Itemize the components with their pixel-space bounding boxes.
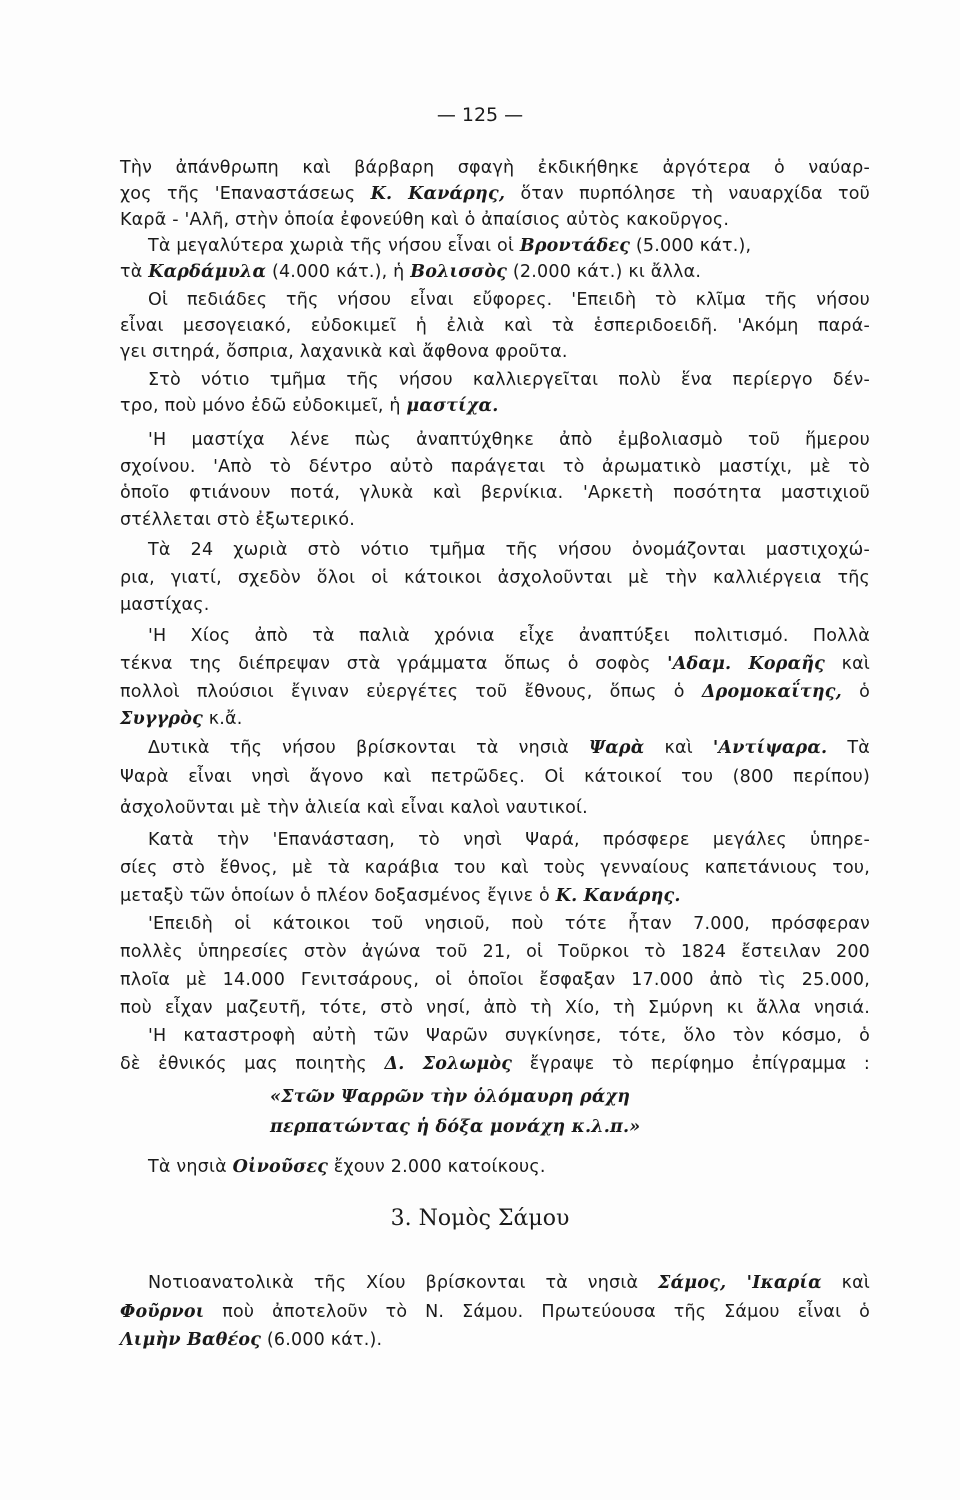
- text-segment: τὰ: [120, 262, 149, 282]
- text-segment: καὶ: [821, 1273, 870, 1293]
- emphasized-name: Συγγρὸς: [120, 709, 203, 729]
- text-segment: Στὸ νότιο τμῆμα τῆς νήσου καλλιεργεῖται πολὺ ἕνα περίεργο δέν-: [148, 370, 870, 390]
- emphasized-name: 'Αδαμ. Κοραῆς: [667, 654, 826, 674]
- text-segment: Καρᾶ - 'Αλῆ, στὴν ὁποία ἐφονεύθη καὶ ὁ ἀπαίσιος αὐτὸς κακοῦργος.: [120, 210, 730, 230]
- text-line: [120, 566, 870, 590]
- text-line: [120, 968, 870, 992]
- text-segment: Δυτικὰ τῆς νήσου βρίσκονται τὰ νησιὰ: [148, 738, 590, 758]
- text-line: [120, 1328, 870, 1352]
- text-line: [120, 796, 870, 820]
- text-segment: σίες στὸ ἔθνος, μὲ τὰ καράβια του καὶ τοὺς γενναίους καπετάνιους του,: [120, 858, 870, 878]
- emphasized-name: 'Αντίψαρα.: [712, 738, 828, 758]
- text-segment: πολλοὶ πλούσιοι ἔγιναν εὐεργέτες τοῦ ἔθνους, ὅπως ὁ: [120, 682, 702, 702]
- text-segment: σχοίνου. 'Απὸ τὸ δέντρο αὐτὸ παράγεται τὸ ἀρωματικὸ μαστίχι, μὲ τὸ: [120, 457, 870, 477]
- text-line: [148, 736, 870, 760]
- emphasized-name: Ψαρὰ: [589, 738, 645, 758]
- emphasized-name: Κ. Κανάρης,: [370, 184, 506, 204]
- text-line: [120, 340, 870, 364]
- text-segment: Τὰ μεγαλύτερα χωριὰ τῆς νήσου εἶναι οἱ: [148, 236, 520, 256]
- text-segment: πλοῖα μὲ 14.000 Γενιτσάρους, οἱ ὁποῖοι ἔσφαξαν 17.000 ἀπὸ τὶς 25.000,: [120, 970, 870, 990]
- text-line: [120, 182, 870, 206]
- text-line: [120, 707, 870, 731]
- text-segment: δὲ ἐθνικός μας ποιητὴς: [120, 1054, 385, 1074]
- text-line: [148, 234, 870, 258]
- text-segment: Οἱ πεδιάδες τῆς νήσου εἶναι εὔφορες. 'Επειδὴ τὸ κλῖμα τῆς νήσου: [148, 290, 870, 310]
- text-line: [120, 652, 870, 676]
- text-segment: χος τῆς 'Επαναστάσεως: [120, 184, 371, 204]
- text-line: [120, 481, 870, 505]
- text-segment: Τὰ: [827, 738, 871, 758]
- emphasized-name: Κ. Κανάρης.: [555, 886, 681, 906]
- text-line: [120, 765, 870, 789]
- text-segment: (6.000 κάτ.).: [261, 1330, 383, 1350]
- text-segment: ἔγραψε τὸ περίφημο ἐπίγραμμα :: [512, 1054, 870, 1074]
- text-line: [120, 593, 870, 617]
- text-segment: τρο, ποὺ μόνο ἐδῶ εὐδοκιμεῖ, ἡ: [120, 396, 407, 416]
- text-line: [148, 538, 870, 562]
- text-segment: στέλλεται στὸ ἐξωτερικό.: [120, 510, 355, 530]
- text-segment: ποὺ ἀποτελοῦν τὸ Ν. Σάμου. Πρωτεύουσα τῆς Σάμου εἶναι ὁ: [204, 1302, 870, 1322]
- text-line: [120, 455, 870, 479]
- text-line: [120, 680, 870, 704]
- text-line: [120, 394, 870, 418]
- emphasized-name: Καρδάμυλα: [148, 262, 267, 282]
- emphasized-name: «Στῶν Ψαρρῶν τὴν ὁλόμαυρη ράχη: [270, 1087, 631, 1107]
- text-line: [120, 856, 870, 880]
- text-segment: 'Επειδὴ οἱ κάτοικοι τοῦ νησιοῦ, ποὺ τότε ἦταν 7.000, πρόσφεραν: [148, 914, 870, 934]
- emphasized-name: Οἰνοῦσες: [232, 1157, 329, 1177]
- text-line: [120, 260, 870, 284]
- page-number: — 125 —: [436, 104, 524, 126]
- text-line: [148, 288, 870, 312]
- text-segment: 'Η μαστίχα λένε πὼς ἀναπτύχθηκε ἀπὸ ἐμβολιασμὸ τοῦ ἥμερου: [148, 430, 870, 450]
- text-line: [120, 1052, 870, 1076]
- text-segment: 'Η Χίος ἀπὸ τὰ παλιὰ χρόνια εἶχε ἀναπτύξει πολιτισμό. Πολλὰ: [148, 626, 870, 646]
- text-line: [148, 428, 870, 452]
- text-segment: γει σιτηρά, ὄσπρια, λαχανικὰ καὶ ἄφθονα φροῦτα.: [120, 342, 568, 362]
- text-segment: πολλὲς ὑπηρεσίες στὸν ἀγώνα τοῦ 21, οἱ Τοῦρκοι τὸ 1824 ἔστειλαν 200: [120, 942, 870, 962]
- text-segment: κ.ἄ.: [203, 709, 243, 729]
- text-line: [120, 1300, 870, 1324]
- text-line: [120, 156, 870, 180]
- text-line: [120, 996, 870, 1020]
- text-segment: ἔχουν 2.000 κατοίκους.: [328, 1157, 546, 1177]
- text-line: [148, 624, 870, 648]
- text-segment: ὁποῖο φτιάνουν ποτά, γλυκὰ καὶ βερνίκια. 'Αρκετὴ ποσότητα μαστιχιοῦ: [120, 483, 870, 503]
- text-segment: (5.000 κάτ.),: [630, 236, 752, 256]
- text-line: [120, 314, 870, 338]
- emphasized-name: Βολισσὸς: [410, 262, 508, 282]
- text-segment: ποὺ εἶχαν μαζευτῆ, τότε, στὸ νησί, ἀπὸ τὴ Χίο, τὴ Σμύρνη κι ἄλλα νησιά.: [120, 998, 870, 1018]
- text-segment: Τὰ 24 χωριὰ στὸ νότιο τμῆμα τῆς νήσου ὀνομάζονται μαστιχοχώ-: [148, 540, 870, 560]
- emphasized-name: Δ. Σολωμὸς: [384, 1054, 513, 1074]
- text-segment: 'Η καταστροφὴ αὐτὴ τῶν Ψαρῶν συγκίνησε, τότε, ὅλο τὸν κόσμο, ὁ: [148, 1026, 870, 1046]
- text-segment: ὅταν πυρπόλησε τὴ ναυαρχίδα τοῦ: [505, 184, 870, 204]
- section-heading: 3. Νομὸς Σάμου: [390, 1206, 570, 1231]
- text-segment: ὁ: [841, 682, 870, 702]
- text-line: [120, 884, 870, 908]
- text-segment: ρια, γιατί, σχεδὸν ὅλοι οἱ κάτοικοι ἀσχολοῦνται μὲ τὴν καλλιέργεια τῆς: [120, 568, 870, 588]
- text-segment: καὶ: [825, 654, 870, 674]
- text-segment: Τὰ νησιὰ: [148, 1157, 233, 1177]
- emphasized-name: Φοῦρνοι: [120, 1302, 205, 1322]
- emphasized-name: Δρομοκαΐτης,: [701, 682, 842, 702]
- text-segment: Κατὰ τὴν 'Επανάσταση, τὸ νησὶ Ψαρά, πρόσφερε μεγάλες ὑπηρε-: [148, 830, 870, 850]
- text-segment: μαστίχας.: [120, 595, 210, 615]
- emphasized-name: περπατώντας ἡ δόξα μονάχη κ.λ.π.»: [270, 1117, 641, 1137]
- epigram-line: [270, 1115, 730, 1139]
- emphasized-name: Βροντάδες: [519, 236, 631, 256]
- emphasized-name: Λιμὴν Βαθέος: [120, 1330, 262, 1350]
- text-segment: Νοτιοανατολικὰ τῆς Χίου βρίσκονται τὰ νησιὰ: [148, 1273, 659, 1293]
- text-segment: (4.000 κάτ.), ἡ: [266, 262, 411, 282]
- text-line: [148, 912, 870, 936]
- text-line: [120, 508, 870, 532]
- text-segment: καὶ: [644, 738, 713, 758]
- text-segment: (2.000 κάτ.) κι ἄλλα.: [507, 262, 702, 282]
- emphasized-name: Σάμος, 'Ικαρία: [658, 1273, 822, 1293]
- text-line: [120, 940, 870, 964]
- text-line: [148, 1024, 870, 1048]
- text-segment: μεταξὺ τῶν ὁποίων ὁ πλέον δοξασμένος ἔγινε ὁ: [120, 886, 556, 906]
- text-segment: ἀσχολοῦνται μὲ τὴν ἁλιεία καὶ εἶναι καλοὶ ναυτικοί.: [120, 798, 588, 818]
- text-line: [120, 208, 870, 232]
- text-segment: εἶναι μεσογειακό, εὐδοκιμεῖ ἡ ἐλιὰ καὶ τὰ ἑσπεριδοειδῆ. 'Ακόμη παρά-: [120, 316, 870, 336]
- text-segment: Ψαρὰ εἶναι νησὶ ἄγονο καὶ πετρῶδες. Οἱ κάτοικοί του (800 περίπου): [120, 767, 870, 787]
- text-segment: Τὴν ἀπάνθρωπη καὶ βάρβαρη σφαγὴ ἐκδικήθηκε ἀργότερα ὁ ναύαρ-: [120, 158, 870, 178]
- text-line: [148, 1271, 870, 1295]
- text-line: [148, 1155, 870, 1179]
- text-line: [148, 368, 870, 392]
- text-line: [148, 828, 870, 852]
- text-segment: τέκνα της διέπρεψαν στὰ γράμματα ὅπως ὁ σοφὸς: [120, 654, 668, 674]
- epigram-line: [270, 1085, 730, 1109]
- emphasized-name: μαστίχα.: [406, 396, 499, 416]
